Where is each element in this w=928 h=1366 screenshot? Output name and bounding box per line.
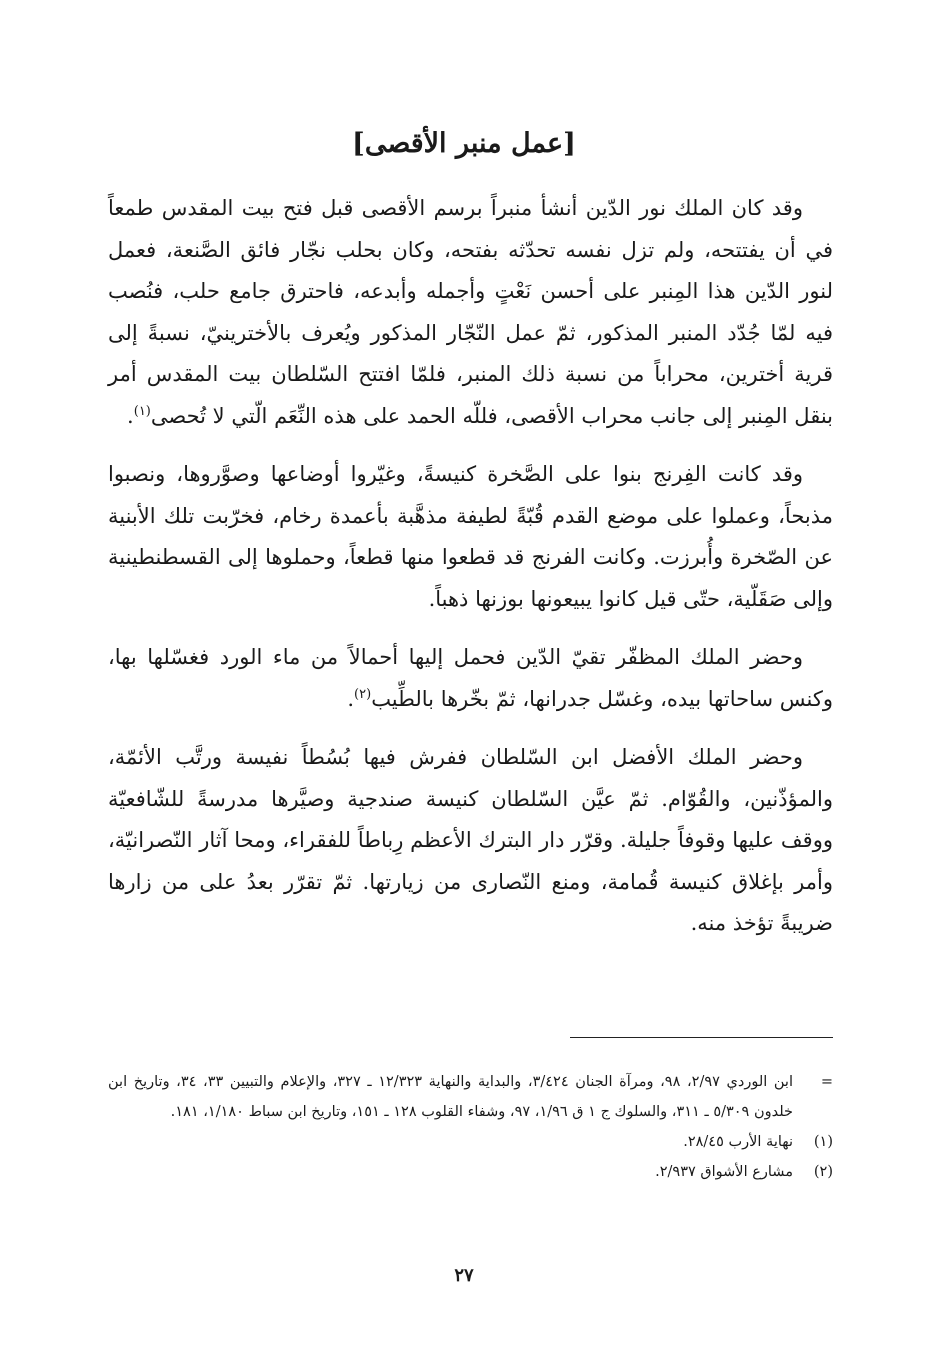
footnote-marker: (١) <box>813 1134 833 1150</box>
paragraph-rock: وقد كانت الفِرنج بنوا على الصَّخرة كنيسةً، وغيّروا أوضاعها وصوَّروها، ونصبوا مذبحاً، وعملوا على موضع القدم قُبّةً لطيفة مذهَّبة بأعمدة رخام، فخرّبت تلك الأبنية عن الصّخرة وأُبرزت. وكانت الفرنج قد قطعوا منها قطعاً، وحملوها إلى القسطنطينية وإلى صَقَلّية، حتّى قيل كانوا يبيعونها بوزنها ذهباً. <box>108 462 833 611</box>
footnote-continuation <box>108 1067 833 1127</box>
section-title: [عمل منبر الأقصى] <box>352 128 576 159</box>
footnote-text: نهاية الأرب ٢٨/٤٥. <box>683 1134 793 1150</box>
footnote-ref-2[interactable]: (٢) <box>354 686 372 702</box>
paragraph-text: وقد كان الملك نور الدّين أنشأ منبراً برسم الأقصى قبل فتح بيت المقدس طمعاً في أن يفتتحه، ولم تزل نفسه تحدّثه بفتحه، وكان بحلب نجّار فائق الصَّنعة، فعمل لنور الدّين هذا المِنبر على أحسن نَعْتٍ وأجمله وأبدعه، فاحترق جامع حلب، فنُصب فيه لمّا جُدّد المنبر المذكور، ثمّ عمل النّجّار المذكور ويُعرف بالأخترينيّ، نسبةً إلى قرية أخترين، محراباً من نسبة ذلك المنبر، فلمّا افتتح السّلطان بيت المقدس أمر بنقل المِنبر إلى جانب محراب الأقصى، فللّه الحمد على هذه النِّعَم الّتي لا تُحصى <box>108 196 833 428</box>
footnote-ref-1[interactable]: (١) <box>133 403 151 419</box>
footnote-text: ابن الوردي ٢/٩٧، ٩٨، ومرآة الجنان ٣/٤٢٤، والبداية والنهاية ١٢/٣٢٣ ـ ٣٢٧، والإعلام والتبيين ٣٣، ٣٤، وتاريخ ابن خلدون ٥/٣٠٩ ـ ٣١١، والسلوك ج ١ ق ١/٩٦، ٩٧، وشفاء القلوب ١٢٨ ـ ١٥١، وتاريخ ابن سباط ١/١٨٠، ١٨١. <box>108 1074 793 1120</box>
page-number: ٢٧ <box>454 1265 474 1286</box>
paragraph-minbar <box>108 188 833 437</box>
footnotes <box>108 1067 833 1187</box>
paragraph-end: . <box>127 403 134 428</box>
footnote-text: مشارع الأشواق ٢/٩٣٧. <box>655 1164 793 1180</box>
footnote-separator <box>570 1037 833 1038</box>
footnote-1 <box>108 1127 833 1157</box>
paragraph-text: وحضر الملك المظفّر تقيّ الدّين فحمل إليها أحمالاً من ماء الورد فغسّلها بها، وكنس ساحاتها بيده، وغسّل جدرانها، ثمّ بخّرها بالطِّيب <box>108 645 833 711</box>
paragraph-afdal: وحضر الملك الأفضل ابن السّلطان ففرش فيها بُسُطاً نفيسة ورتَّب الأئمّة، والمؤذّنين، والقُوّام. ثمّ عيَّن السّلطان كنيسة صندجية وصيَّرها مدرسةً للشّافعيّة ووقف عليها وقوفاً جليلة. وقرّر دار البترك الأعظم رِباطاً للفقراء، ومحا آثار النّصرانيّة، وأمر بإغلاق كنيسة قُمامة، ومنع النّصارى من زيارتها. ثمّ تقرّر بعدُ على من زارها ضريبةً تؤخذ منه. <box>108 745 833 935</box>
main-text <box>108 188 833 962</box>
paragraph-end: . <box>347 686 355 711</box>
footnote-2 <box>108 1157 833 1187</box>
paragraph-rosewater <box>108 637 833 720</box>
footnote-marker: (٢) <box>813 1164 833 1180</box>
footnote-marker: = <box>820 1074 833 1090</box>
